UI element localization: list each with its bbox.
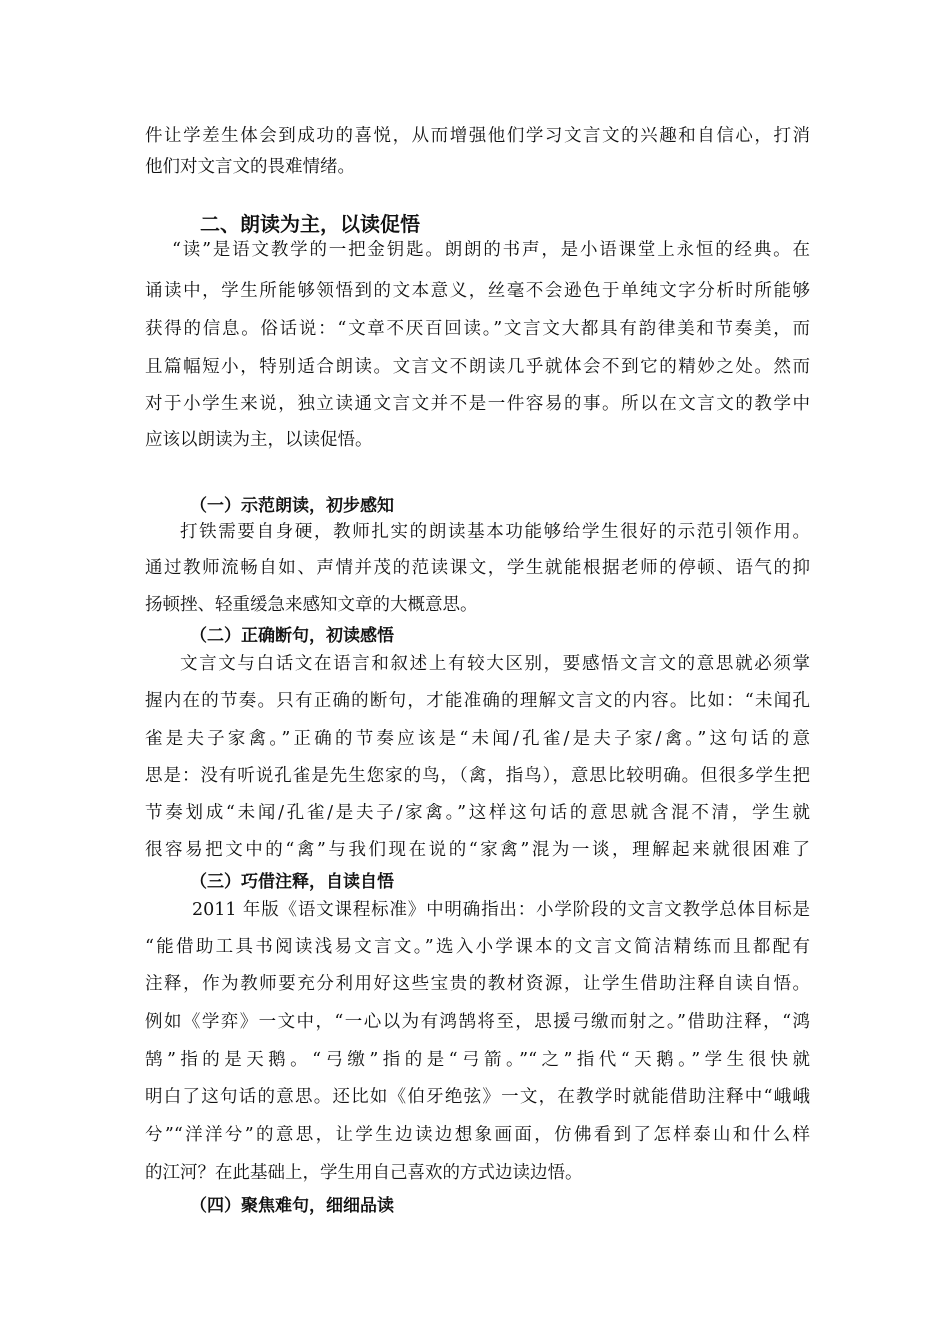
paragraph-line: 节奏划成“未闻/孔雀/是夫子/家禽。”这样这句话的意思就含混不清，学生就 bbox=[145, 803, 810, 823]
paragraph-line: 注释，作为教师要充分利用好这些宝贵的教材资源，让学生借助注释自读自悟。 bbox=[145, 974, 810, 994]
subsection-heading: （三）巧借注释，自读自悟 bbox=[190, 872, 394, 892]
paragraph-line: “读”是语文教学的一把金钥匙。朗朗的书声，是小语课堂上永恒的经典。在 bbox=[172, 240, 810, 260]
paragraph-line: 例如《学弈》一文中，“一心以为有鸿鹄将至，思援弓缴而射之。”借助注释，“鸿 bbox=[145, 1012, 810, 1032]
section-heading: 二、朗读为主，以读促悟 bbox=[200, 212, 420, 236]
paragraph-line: 通过教师流畅自如、声情并茂的范读课文，学生就能根据老师的停顿、语气的抑 bbox=[145, 558, 810, 578]
paragraph-line: 兮”“洋洋兮”的意思，让学生边读边想象画面，仿佛看到了怎样泰山和什么样 bbox=[145, 1125, 810, 1145]
subsection-heading: （一）示范朗读，初步感知 bbox=[190, 496, 394, 516]
paragraph-line: 思是：没有听说孔雀是先生您家的鸟，（禽，指鸟），意思比较明确。但很多学生把 bbox=[145, 766, 810, 786]
paragraph-line: 鹄”指的是天鹅。“弓缴”指的是“弓箭。”“之”指代“天鹅。”学生很快就 bbox=[145, 1050, 810, 1070]
paragraph-line: 打铁需要自身硬，教师扎实的朗读基本功能够给学生很好的示范引领作用。 bbox=[180, 522, 810, 542]
paragraph-line: 扬顿挫、轻重缓急来感知文章的大概意思。 bbox=[145, 595, 478, 615]
subsection-heading: （四）聚焦难句，细细品读 bbox=[190, 1196, 394, 1216]
paragraph-line: 的江河？在此基础上，学生用自己喜欢的方式边读边悟。 bbox=[145, 1163, 583, 1183]
paragraph-line: 很容易把文中的“禽”与我们现在说的“家禽”混为一谈，理解起来就很困难了 bbox=[145, 840, 810, 860]
paragraph-line: 明白了这句话的意思。还比如《伯牙绝弦》一文，在教学时就能借助注释中“峨峨 bbox=[145, 1087, 810, 1107]
paragraph-line: 获得的信息。俗话说：“文章不厌百回读。”文言文大都具有韵律美和节奏美，而 bbox=[145, 319, 810, 339]
paragraph-line: 他们对文言文的畏难情绪。 bbox=[145, 157, 355, 177]
paragraph-line: “能借助工具书阅读浅易文言文。”选入小学课本的文言文简洁精练而且都配有 bbox=[145, 937, 810, 957]
paragraph-line: 2011 年版《语文课程标准》中明确指出：小学阶段的文言文教学总体目标是 bbox=[192, 900, 810, 920]
paragraph-line: 诵读中，学生所能够领悟到的文本意义，丝毫不会逊色于单纯文字分析时所能够 bbox=[145, 281, 810, 301]
paragraph-line: 文言文与白话文在语言和叙述上有较大区别，要感悟文言文的意思就必须掌 bbox=[180, 654, 810, 674]
paragraph-line: 件让学差生体会到成功的喜悦，从而增强他们学习文言文的兴趣和自信心，打消 bbox=[145, 126, 810, 146]
paragraph-line: 握内在的节奏。只有正确的断句，才能准确的理解文言文的内容。比如：“未闻孔 bbox=[145, 691, 810, 711]
subsection-heading: （二）正确断句，初读感悟 bbox=[190, 626, 394, 646]
paragraph-line: 雀是夫子家禽。”正确的节奏应该是“未闻/孔雀/是夫子家/禽。”这句话的意 bbox=[145, 729, 810, 749]
paragraph-line: 对于小学生来说，独立读通文言文并不是一件容易的事。所以在文言文的教学中 bbox=[145, 394, 810, 414]
paragraph-line: 应该以朗读为主，以读促悟。 bbox=[145, 430, 373, 450]
paragraph-line: 且篇幅短小，特别适合朗读。文言文不朗读几乎就体会不到它的精妙之处。然而 bbox=[145, 357, 810, 377]
